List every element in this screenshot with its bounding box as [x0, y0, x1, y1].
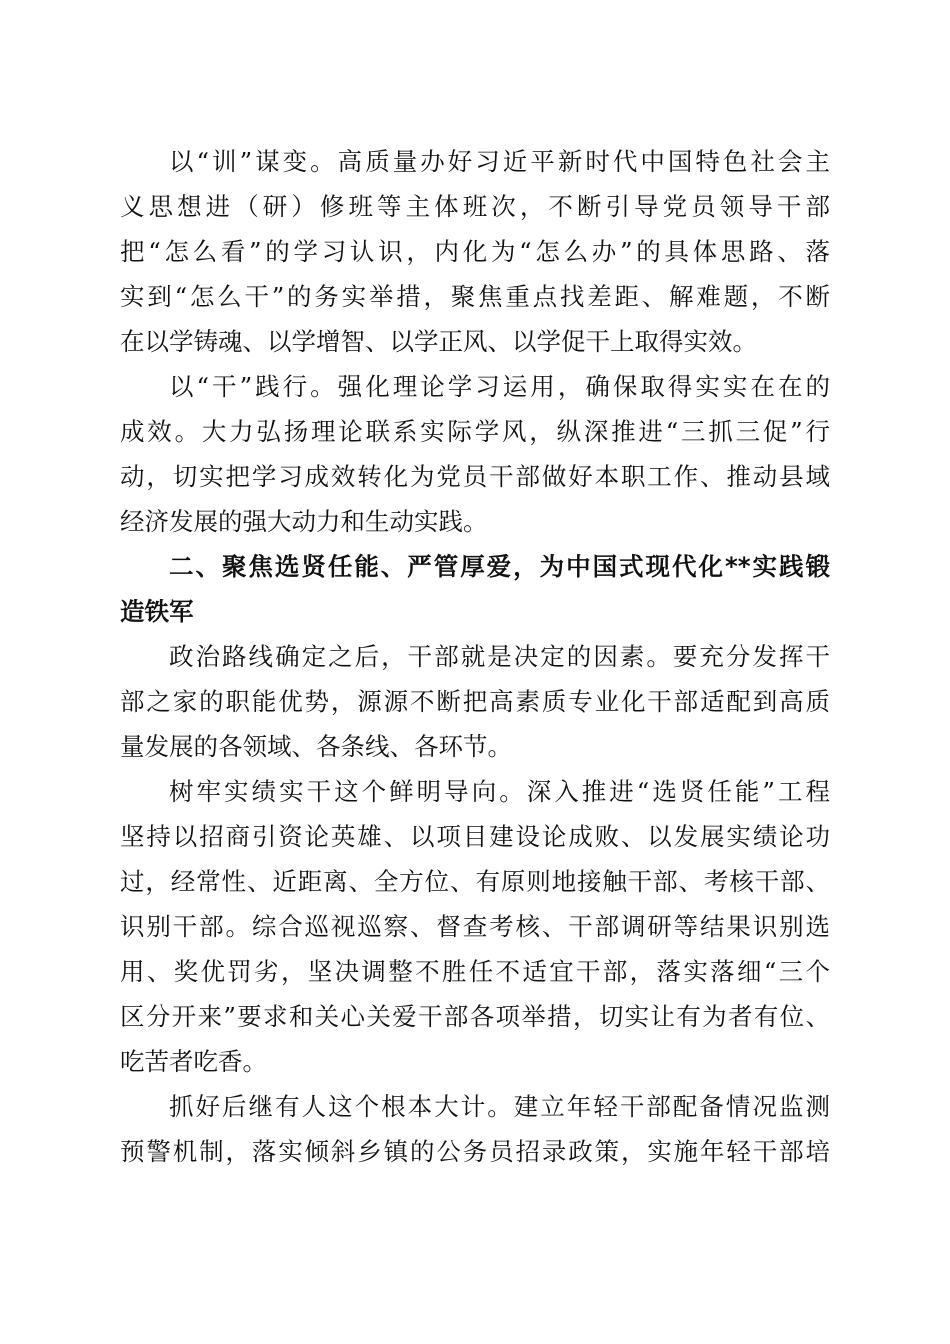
- paragraph-1-line-2: 义思想进（研）修班等主体班次，不断引导党员领导干部: [120, 192, 830, 221]
- paragraph-4-line-1: 树牢实绩实干这个鲜明导向。深入推进“选贤任能”工程: [169, 777, 830, 806]
- paragraph-4-line-3: 过，经常性、近距离、全方位、有原则地接触干部、考核干部、: [120, 867, 830, 896]
- paragraph-1-line-3: 把“怎么看”的学习认识，内化为“怎么办”的具体思路、落: [120, 237, 830, 266]
- section-heading-line-2: 造铁军: [120, 597, 194, 626]
- paragraph-1-line-4: 实到“怎么干”的务实举措，聚焦重点找差距、解难题，不断: [120, 282, 830, 311]
- paragraph-4-line-4: 识别干部。综合巡视巡察、督查考核、干部调研等结果识别选: [120, 912, 830, 941]
- paragraph-5-line-1: 抓好后继有人这个根本大计。建立年轻干部配备情况监测: [169, 1092, 830, 1121]
- paragraph-4-line-2: 坚持以招商引资论英雄、以项目建设论成败、以发展实绩论功: [120, 822, 830, 851]
- paragraph-2-line-4: 经济发展的强大动力和生动实践。: [120, 507, 488, 536]
- paragraph-1-line-1: 以“训”谋变。高质量办好习近平新时代中国特色社会主: [169, 147, 830, 176]
- paragraph-2-line-3: 动，切实把学习成效转化为党员干部做好本职工作、推动县域: [120, 462, 830, 491]
- paragraph-3-line-1: 政治路线确定之后，干部就是决定的因素。要充分发挥干: [169, 642, 830, 671]
- paragraph-5-line-2: 预警机制，落实倾斜乡镇的公务员招录政策，实施年轻干部培: [120, 1137, 830, 1166]
- paragraph-4-line-5: 用、奖优罚劣，坚决调整不胜任不适宜干部，落实落细“三个: [120, 957, 830, 986]
- paragraph-3-line-3: 量发展的各领域、各条线、各环节。: [120, 732, 512, 761]
- paragraph-4-line-7: 吃苦者吃香。: [120, 1047, 267, 1076]
- paragraph-2-line-1: 以“干”践行。强化理论学习运用，确保取得实实在在的: [169, 372, 830, 401]
- paragraph-1-line-5: 在以学铸魂、以学增智、以学正风、以学促干上取得实效。: [120, 327, 757, 356]
- paragraph-3-line-2: 部之家的职能优势，源源不断把高素质专业化干部适配到高质: [120, 687, 830, 716]
- paragraph-4-line-6: 区分开来”要求和关心关爱干部各项举措，切实让有为者有位、: [120, 1002, 830, 1031]
- paragraph-2-line-2: 成效。大力弘扬理论联系实际学风，纵深推进“三抓三促”行: [120, 417, 830, 446]
- section-heading-line-1: 二、聚焦选贤任能、严管厚爱，为中国式现代化**实践锻: [169, 552, 830, 581]
